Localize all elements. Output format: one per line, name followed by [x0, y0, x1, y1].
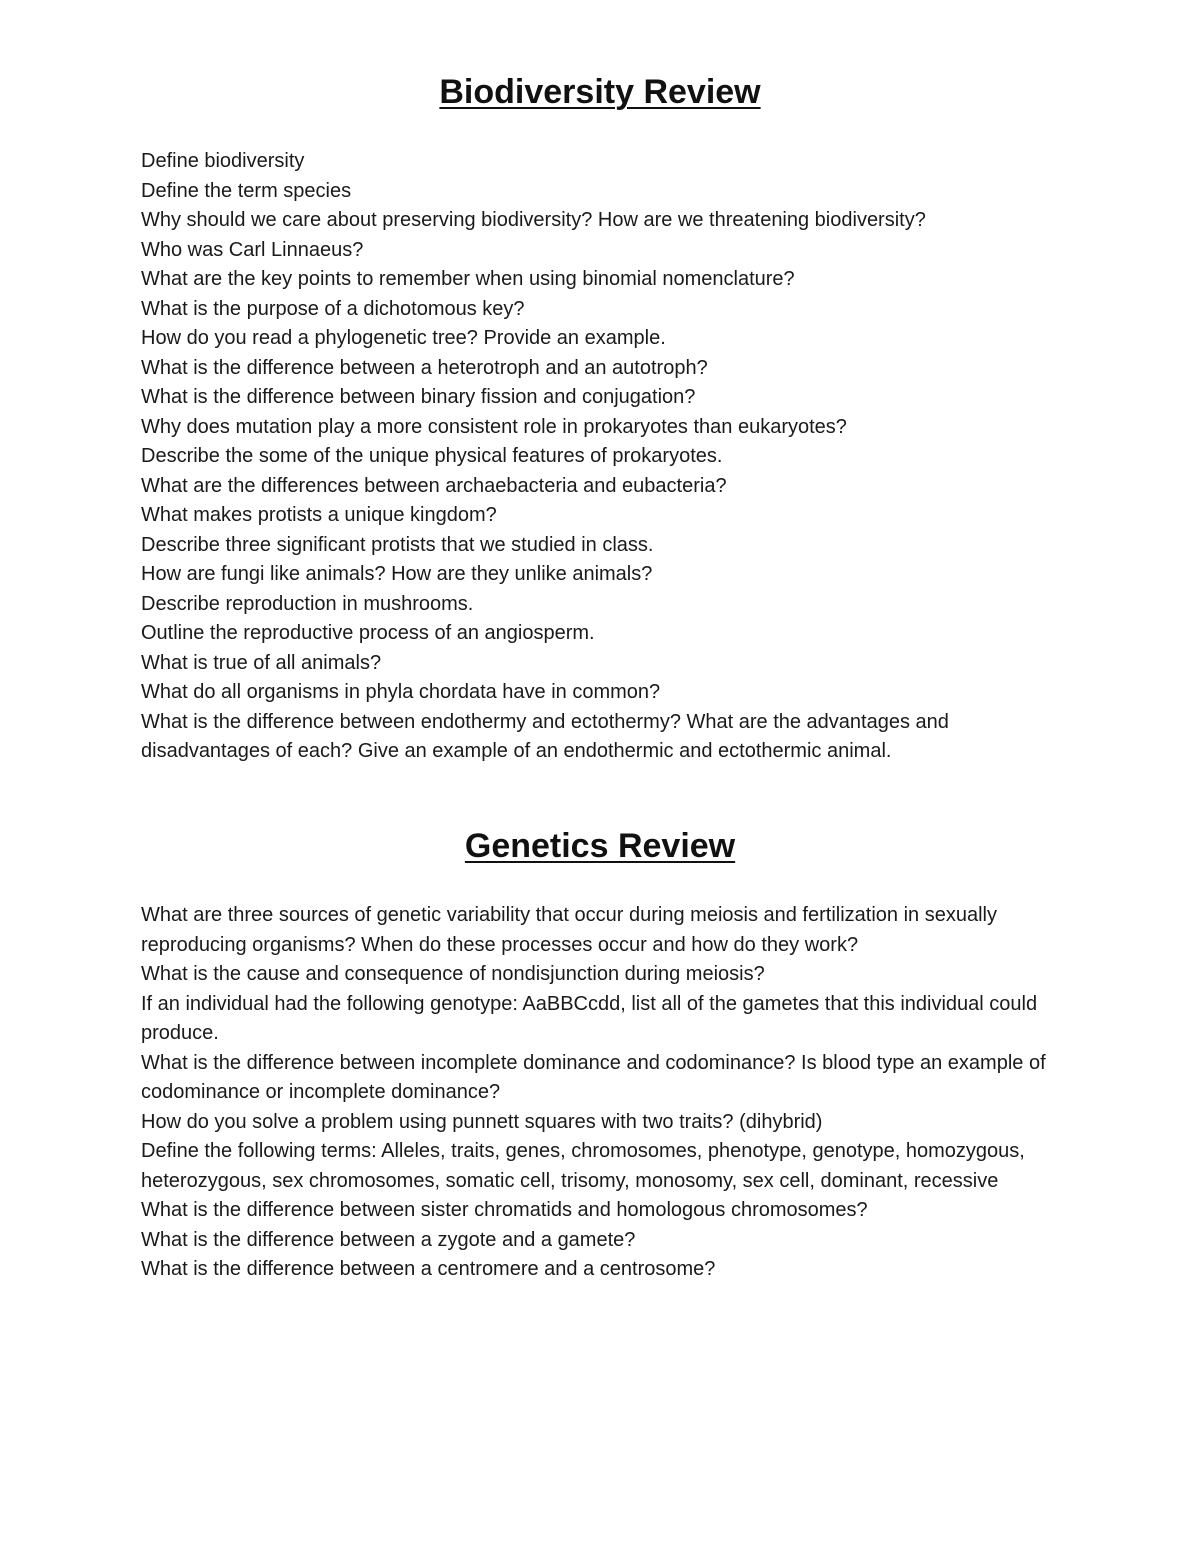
- list-item: What is the difference between a heterotroph and an autotroph?: [141, 356, 708, 379]
- genetics-question-list: [0, 901, 1071, 1285]
- list-item: Define biodiversity: [141, 150, 305, 172]
- list-item: How are fungi like animals? How are they unlike animals?: [141, 563, 653, 585]
- list-item: Why does mutation play a more consistent role in prokaryotes than eukaryotes?: [141, 415, 847, 438]
- list-item: How do you read a phylogenetic tree? Provide an example.: [141, 327, 666, 349]
- list-item: What is the difference between sister chromatids and homologous chromosomes?: [141, 1199, 868, 1221]
- list-item: If an individual had the following genotype: AaBBCcdd, list all of the gametes that this individual could produce.: [141, 992, 1038, 1044]
- list-item: Who was Carl Linnaeus?: [141, 238, 364, 261]
- list-item: What makes protists a unique kingdom?: [141, 504, 497, 526]
- list-item: Define the following terms: Alleles, traits, genes, chromosomes, phenotype, genotype, homozygous, heterozygous, sex chromosomes, somatic cell, trisomy, monosomy, sex cell, dominant, recessive: [141, 1140, 1025, 1192]
- list-item: What are three sources of genetic variability that occur during meiosis and fertilization in sexually reproducing organisms? When do these processes occur and how do they work?: [141, 904, 997, 956]
- list-item: Define the term species: [141, 179, 352, 202]
- list-item: What are the key points to remember when using binomial nomenclature?: [141, 268, 795, 290]
- list-item: Describe three significant protists that we studied in class.: [141, 533, 654, 556]
- biodiversity-question-list: [0, 147, 1071, 767]
- list-item: What is the purpose of a dichotomous key?: [141, 297, 525, 320]
- list-item: What is true of all animals?: [141, 651, 382, 674]
- list-item: Describe reproduction in mushrooms.: [141, 592, 474, 615]
- biodiversity-title: Biodiversity Review: [439, 73, 761, 111]
- list-item: Describe the some of the unique physical features of prokaryotes.: [141, 445, 723, 467]
- list-item: What is the difference between endothermy and ectothermy? What are the advantages and disadvantages of each? Give an example of an endothermic and ectothermic animal.: [141, 710, 949, 762]
- list-item: What are the differences between archaebacteria and eubacteria?: [141, 474, 727, 497]
- list-item: What is the difference between binary fission and conjugation?: [141, 386, 696, 408]
- list-item: How do you solve a problem using punnett squares with two traits? (dihybrid): [141, 1110, 823, 1133]
- list-item: Why should we care about preserving biodiversity? How are we threatening biodiversity?: [141, 209, 926, 231]
- list-item: What is the difference between a centromere and a centrosome?: [141, 1258, 716, 1280]
- genetics-title: Genetics Review: [464, 827, 736, 865]
- list-item: What is the cause and consequence of nondisjunction during meiosis?: [141, 963, 765, 985]
- list-item: What do all organisms in phyla chordata have in common?: [141, 681, 661, 703]
- list-item: What is the difference between a zygote and a gamete?: [141, 1228, 636, 1251]
- list-item: What is the difference between incomplete dominance and codominance? Is blood type an example of codominance or incomplete dominance?: [141, 1051, 1046, 1103]
- list-item: Outline the reproductive process of an angiosperm.: [141, 622, 595, 644]
- biodiversity-section: [0, 72, 1200, 767]
- genetics-section: [0, 826, 1200, 1285]
